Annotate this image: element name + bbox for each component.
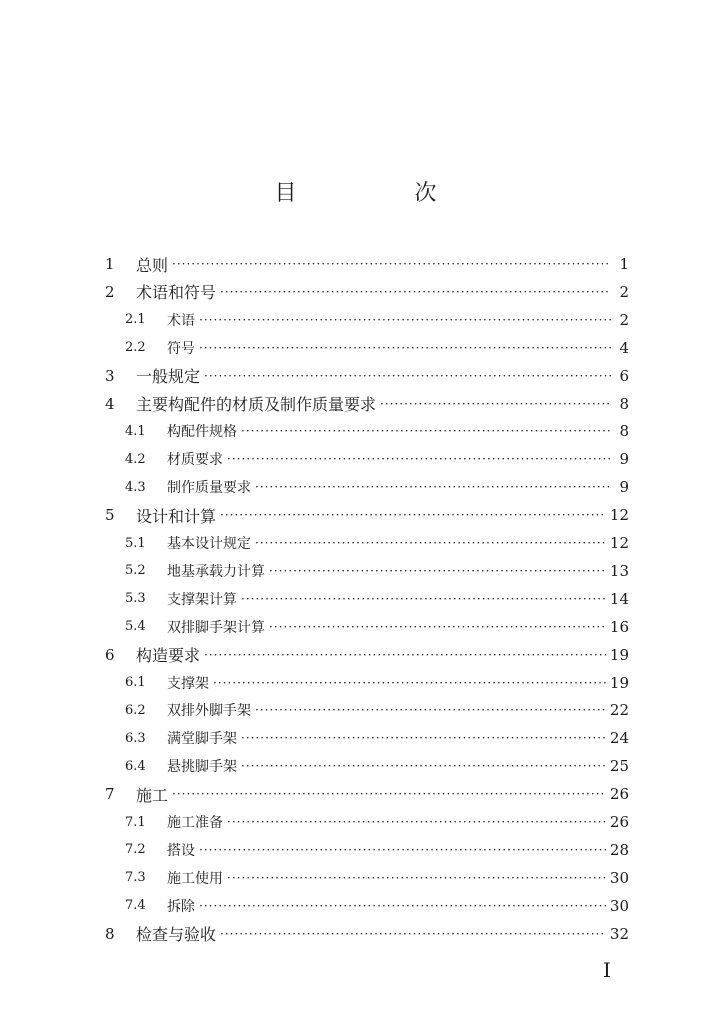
- toc-entry-page: 8: [619, 394, 629, 413]
- dot-leader: [269, 565, 606, 577]
- toc-entry[interactable]: [105, 390, 629, 418]
- toc-entry-label: 施工使用: [167, 870, 223, 887]
- toc-entry-page: 2: [619, 310, 629, 329]
- toc-entry-page: 1: [619, 255, 629, 273]
- toc-entry-number: 8: [105, 924, 115, 943]
- toc-entry[interactable]: [125, 836, 629, 864]
- toc-entry[interactable]: [125, 752, 629, 780]
- toc-entry-page: 19: [609, 645, 629, 664]
- dot-leader: [220, 928, 606, 940]
- dot-leader: [199, 314, 611, 326]
- toc-entry[interactable]: [105, 250, 629, 278]
- dot-leader: [241, 425, 611, 437]
- dot-leader: [227, 453, 611, 465]
- toc-entry-page: 26: [609, 785, 629, 804]
- toc-entry-label: 基本设计规定: [167, 536, 251, 552]
- toc-entry-label: 双排外脚手架: [167, 703, 251, 720]
- toc-entry-label: 术语和符号: [136, 283, 217, 303]
- dot-leader: [241, 760, 606, 772]
- toc-entry-page: 8: [619, 422, 629, 441]
- toc-entry[interactable]: [125, 864, 629, 892]
- toc-entry-number: 7.3: [125, 870, 146, 886]
- toc-entry-page: 4: [619, 338, 629, 357]
- page-folio: I: [603, 958, 611, 982]
- toc-entry-number: 2.2: [125, 340, 146, 356]
- toc-title: 目 次: [274, 181, 485, 206]
- toc-entry-label: 构造要求: [136, 646, 201, 666]
- dot-leader: [227, 816, 606, 828]
- toc-entry[interactable]: [105, 780, 629, 808]
- toc-entry-number: 5.4: [125, 619, 146, 635]
- toc-entry-label: 检查与验收: [136, 925, 217, 945]
- dot-leader: [255, 537, 606, 549]
- dot-leader: [199, 900, 606, 912]
- toc-entry-page: 32: [609, 924, 629, 943]
- dot-leader: [199, 342, 611, 354]
- toc-entry-label: 满堂脚手架: [167, 731, 237, 748]
- toc-entry-page: 24: [609, 729, 629, 748]
- toc-entry[interactable]: [125, 892, 629, 920]
- toc-entry-number: 7.4: [125, 898, 146, 914]
- toc-entry-number: 5: [105, 506, 115, 525]
- toc-entry[interactable]: [125, 669, 629, 697]
- toc-entry[interactable]: [105, 920, 629, 948]
- dot-leader: [204, 649, 606, 661]
- toc-entry-number: 2: [105, 282, 115, 301]
- toc-entry-label: 术语: [167, 312, 195, 329]
- toc-entry-page: 6: [619, 366, 629, 385]
- toc-entry-number: 6.1: [125, 675, 146, 690]
- toc-entry-label: 材质要求: [167, 452, 223, 469]
- toc-entry[interactable]: [105, 278, 629, 306]
- toc-entry[interactable]: [125, 696, 629, 724]
- dot-leader: [213, 677, 606, 689]
- toc-entry-number: 5.3: [125, 591, 146, 607]
- toc-entry[interactable]: [125, 445, 629, 473]
- toc-entry[interactable]: [125, 473, 629, 501]
- toc-entry[interactable]: [125, 585, 629, 613]
- toc-entry-number: 6.3: [125, 730, 146, 746]
- toc-entry[interactable]: [125, 417, 629, 445]
- toc-entry[interactable]: [125, 334, 629, 362]
- toc-entry-label: 地基承载力计算: [167, 563, 265, 580]
- toc-entry-label: 一般规定: [136, 367, 201, 387]
- toc-entry-page: 22: [609, 701, 629, 720]
- toc-entry-number: 7.2: [125, 842, 146, 858]
- toc-entry-number: 7: [105, 785, 115, 804]
- toc-entry-label: 施工准备: [167, 815, 223, 831]
- toc-entry-label: 符号: [167, 340, 195, 357]
- toc-entry[interactable]: [125, 306, 629, 334]
- toc-entry-number: 2.1: [125, 312, 146, 328]
- toc-entry-page: 12: [609, 534, 629, 552]
- toc-entry-page: 16: [609, 617, 629, 636]
- toc-entry[interactable]: [105, 501, 629, 529]
- toc-entry-page: 2: [619, 282, 629, 301]
- toc-entry-page: 19: [609, 673, 629, 692]
- toc-entry-number: 6.2: [125, 702, 146, 718]
- toc-entry-label: 施工: [136, 785, 169, 805]
- toc-entry-page: 9: [619, 450, 629, 469]
- toc-entry-label: 搭设: [167, 842, 195, 859]
- toc-entry-number: 1: [105, 255, 115, 273]
- toc-entry-label: 构配件规格: [167, 424, 237, 441]
- toc-entry[interactable]: [125, 613, 629, 641]
- toc-entry-page: 9: [619, 478, 629, 497]
- toc-entry-page: 26: [609, 813, 629, 831]
- toc-entry[interactable]: [105, 362, 629, 390]
- toc-entry-number: 5.2: [125, 563, 146, 579]
- toc-entry-number: 4.1: [125, 423, 146, 439]
- toc-entry-page: 30: [609, 868, 629, 887]
- toc-entry-number: 7.1: [125, 814, 146, 830]
- toc-entry[interactable]: [125, 557, 629, 585]
- dot-leader: [220, 286, 611, 298]
- toc-entry-label: 制作质量要求: [167, 480, 251, 497]
- toc-entry-page: 28: [609, 840, 629, 859]
- toc-entry[interactable]: [125, 529, 629, 557]
- toc-entry-label: 支撑架: [167, 675, 209, 692]
- dot-leader: [255, 481, 611, 493]
- toc-entry-number: 4.3: [125, 479, 146, 495]
- dot-leader: [380, 398, 611, 410]
- toc-entry-page: 25: [609, 757, 629, 776]
- toc-entry-number: 6: [105, 645, 115, 664]
- dot-leader: [220, 509, 606, 521]
- toc-entry-label: 支撑架计算: [167, 591, 237, 608]
- toc-entry-number: 5.1: [125, 535, 146, 551]
- dot-leader: [241, 732, 606, 744]
- toc-entry-number: 6.4: [125, 758, 146, 774]
- toc-entry-label: 悬挑脚手架: [167, 759, 237, 776]
- toc-entry[interactable]: [125, 808, 629, 836]
- dot-leader: [255, 704, 606, 716]
- toc-entry-number: 3: [105, 366, 115, 385]
- dot-leader: [172, 788, 606, 800]
- toc-entry-label: 双排脚手架计算: [167, 619, 265, 636]
- dot-leader: [241, 593, 606, 605]
- toc-entry-number: 4.2: [125, 451, 146, 467]
- toc-entry-page: 12: [609, 506, 629, 525]
- dot-leader: [204, 370, 611, 382]
- toc-entry-page: 14: [609, 589, 629, 608]
- dot-leader: [172, 258, 611, 270]
- dot-leader: [199, 844, 606, 856]
- dot-leader: [227, 872, 606, 884]
- toc-entry[interactable]: [125, 724, 629, 752]
- toc-entry-label: 设计和计算: [136, 506, 217, 526]
- toc-entry-label: 拆除: [167, 898, 195, 915]
- toc-entry-label: 主要构配件的材质及制作质量要求: [136, 395, 377, 414]
- toc-entry-page: 30: [609, 896, 629, 915]
- toc-entry-number: 4: [105, 394, 115, 413]
- toc-entry-page: 13: [609, 561, 629, 580]
- dot-leader: [269, 621, 606, 633]
- toc-entry-label: 总则: [136, 255, 169, 275]
- toc-entry[interactable]: [105, 641, 629, 669]
